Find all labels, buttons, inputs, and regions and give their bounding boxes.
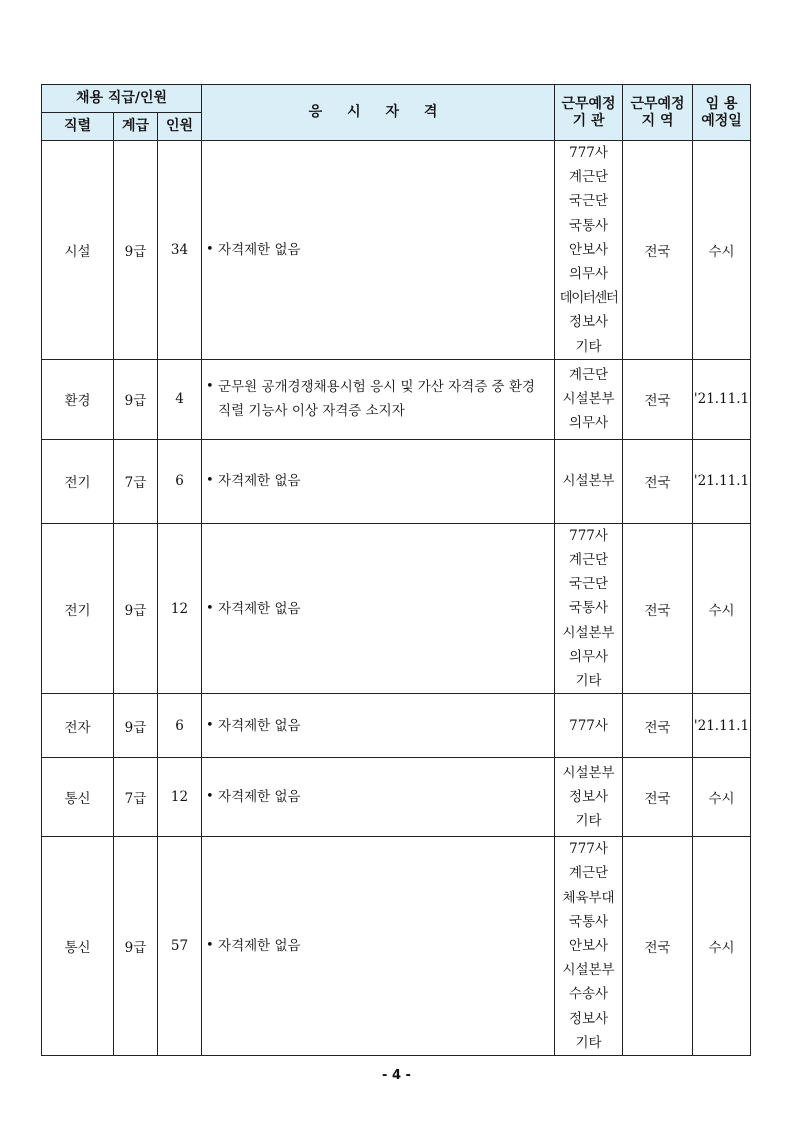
agency-name: 계근단 — [568, 367, 609, 384]
cell-qualification — [202, 523, 555, 693]
cell-appoint: 수시 — [693, 837, 751, 1056]
cell-count: 12 — [158, 758, 202, 837]
cell-agency — [555, 439, 623, 523]
qualification-item — [206, 785, 552, 809]
cell-qualification — [202, 837, 555, 1056]
agency-name: 정보사 — [568, 789, 609, 806]
header-agency-line1: 근무예정 — [561, 95, 616, 112]
header-qualification: 응 시 자 격 — [202, 85, 555, 141]
cell-appoint: 수시 — [693, 141, 751, 360]
qualification-item — [206, 238, 552, 262]
qualification-text: 군무원 공개경쟁채용시험 응시 및 가산 자격증 중 환경 직렬 기능사 이상 자격증 소지자 — [218, 379, 535, 420]
agency-name: 계근단 — [568, 865, 609, 882]
header-region-line2: 지 역 — [641, 112, 674, 129]
cell-agency — [555, 694, 623, 758]
agency-name: 기타 — [575, 338, 602, 355]
agency-name: 데이터센터 — [559, 290, 618, 307]
agency-name: 정보사 — [568, 314, 609, 331]
cell-agency — [555, 837, 623, 1056]
header-appoint-line1: 임 용 — [705, 95, 738, 112]
cell-region: 전국 — [623, 837, 693, 1056]
header-region-line1: 근무예정 — [630, 95, 685, 112]
cell-count: 12 — [158, 523, 202, 693]
cell-agency — [555, 141, 623, 360]
cell-appoint: 수시 — [693, 523, 751, 693]
qualification-item — [206, 375, 552, 423]
cell-branch: 전기 — [42, 523, 114, 693]
table-body — [42, 141, 751, 1056]
agency-name: 국통사 — [568, 600, 609, 617]
table-row — [42, 758, 751, 837]
cell-qualification — [202, 694, 555, 758]
qualification-text: 자격제한 없음 — [218, 241, 301, 258]
cell-grade: 9급 — [114, 694, 158, 758]
cell-grade: 9급 — [114, 523, 158, 693]
cell-agency — [555, 359, 623, 439]
cell-grade: 7급 — [114, 439, 158, 523]
qualification-item — [206, 934, 552, 958]
cell-grade: 9급 — [114, 359, 158, 439]
qualification-text: 자격제한 없음 — [218, 600, 301, 617]
cell-grade: 9급 — [114, 141, 158, 360]
page-number: - 4 - — [382, 1068, 411, 1083]
cell-branch: 전자 — [42, 694, 114, 758]
bullet-icon: • — [206, 379, 214, 395]
cell-count: 4 — [158, 359, 202, 439]
cell-region: 전국 — [623, 141, 693, 360]
agency-name: 국통사 — [568, 217, 609, 234]
agency-name: 정보사 — [568, 1010, 609, 1027]
cell-agency — [555, 758, 623, 837]
agency-name: 체육부대 — [562, 889, 615, 906]
cell-grade: 9급 — [114, 837, 158, 1056]
table-row — [42, 359, 751, 439]
agency-name: 수송사 — [568, 986, 609, 1003]
cell-branch: 통신 — [42, 837, 114, 1056]
bullet-icon: • — [206, 241, 214, 257]
cell-count: 57 — [158, 837, 202, 1056]
agency-name: 국통사 — [568, 913, 609, 930]
header-agency-line2: 기 관 — [572, 112, 605, 129]
agency-name: 의무사 — [568, 648, 609, 665]
recruitment-table — [41, 84, 751, 1056]
cell-region: 전국 — [623, 359, 693, 439]
agency-name: 777사 — [569, 527, 608, 544]
header-agency — [555, 85, 623, 141]
qualification-text: 자격제한 없음 — [218, 789, 301, 806]
agency-name: 시설본부 — [562, 473, 615, 490]
table-row — [42, 439, 751, 523]
qualification-item — [206, 597, 552, 621]
cell-count: 34 — [158, 141, 202, 360]
agency-name: 의무사 — [568, 415, 609, 432]
table-row — [42, 837, 751, 1056]
agency-name: 국근단 — [568, 576, 609, 593]
cell-qualification — [202, 141, 555, 360]
cell-appoint: 수시 — [693, 758, 751, 837]
cell-appoint: '21.11.1 — [693, 694, 751, 758]
cell-qualification — [202, 758, 555, 837]
cell-region: 전국 — [623, 439, 693, 523]
qualification-text: 자격제한 없음 — [218, 938, 301, 955]
cell-appoint: '21.11.1 — [693, 439, 751, 523]
header-appoint — [693, 85, 751, 141]
table-row — [42, 523, 751, 693]
bullet-icon: • — [206, 473, 214, 489]
table-row — [42, 694, 751, 758]
header-branch: 직렬 — [42, 113, 114, 141]
qualification-item — [206, 714, 552, 738]
cell-qualification — [202, 439, 555, 523]
agency-name: 계근단 — [568, 552, 609, 569]
cell-grade: 7급 — [114, 758, 158, 837]
cell-branch: 시설 — [42, 141, 114, 360]
cell-branch: 통신 — [42, 758, 114, 837]
bullet-icon: • — [206, 789, 214, 805]
agency-name: 안보사 — [568, 241, 609, 258]
table-header — [42, 85, 751, 141]
agency-name: 시설본부 — [562, 391, 615, 408]
cell-count: 6 — [158, 694, 202, 758]
cell-branch: 전기 — [42, 439, 114, 523]
cell-region: 전국 — [623, 694, 693, 758]
agency-name: 시설본부 — [562, 764, 615, 781]
agency-name: 777사 — [569, 145, 608, 161]
bullet-icon: • — [206, 938, 214, 954]
qualification-item — [206, 469, 552, 493]
cell-region: 전국 — [623, 523, 693, 693]
agency-name: 의무사 — [568, 266, 609, 283]
bullet-icon: • — [206, 717, 214, 733]
qualification-text: 자격제한 없음 — [218, 717, 301, 734]
header-count: 인원 — [158, 113, 202, 141]
agency-name: 시설본부 — [562, 624, 615, 641]
cell-count: 6 — [158, 439, 202, 523]
agency-name: 계근단 — [568, 169, 609, 186]
cell-branch: 환경 — [42, 359, 114, 439]
cell-appoint: '21.11.1 — [693, 359, 751, 439]
header-grade: 계급 — [114, 113, 158, 141]
qualification-text: 자격제한 없음 — [218, 473, 301, 490]
agency-name: 국근단 — [568, 193, 609, 210]
table-row — [42, 141, 751, 360]
agency-name: 기타 — [575, 813, 602, 830]
header-region — [623, 85, 693, 141]
agency-name: 기타 — [575, 673, 602, 690]
header-recruit-group: 채용 직급/인원 — [42, 85, 202, 113]
cell-agency — [555, 523, 623, 693]
agency-name: 777사 — [569, 841, 608, 858]
agency-name: 시설본부 — [562, 962, 615, 979]
bullet-icon: • — [206, 600, 214, 616]
agency-name: 기타 — [575, 1034, 602, 1051]
header-appoint-line2: 예정일 — [701, 112, 742, 129]
cell-region: 전국 — [623, 758, 693, 837]
agency-name: 안보사 — [568, 938, 609, 955]
cell-qualification — [202, 359, 555, 439]
agency-name: 777사 — [569, 717, 608, 734]
